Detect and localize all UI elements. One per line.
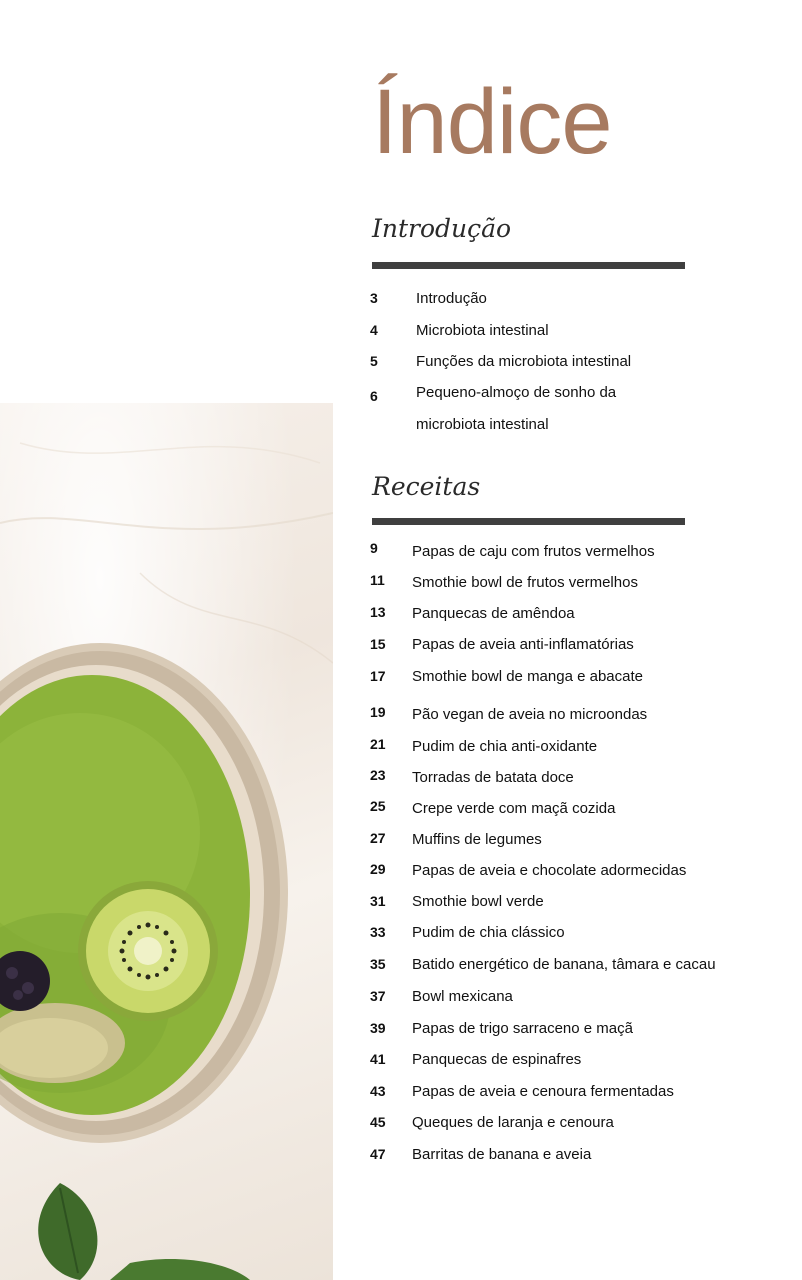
entry-label: Pudim de chia clássico bbox=[412, 924, 565, 941]
page-number: 4 bbox=[370, 322, 378, 338]
page-title: Índice bbox=[372, 71, 612, 173]
entry-label: Papas de caju com frutos vermelhos bbox=[412, 543, 655, 560]
entry-label: Panquecas de amêndoa bbox=[412, 605, 575, 622]
toc-entry[interactable] bbox=[370, 924, 790, 948]
toc-entry[interactable] bbox=[370, 636, 790, 660]
toc-entry[interactable] bbox=[370, 1083, 790, 1107]
entry-label: Microbiota intestinal bbox=[416, 322, 549, 339]
toc-entry[interactable] bbox=[370, 668, 790, 692]
entry-label: Papas de trigo sarraceno e maçã bbox=[412, 1020, 633, 1037]
toc-entry[interactable] bbox=[370, 1020, 790, 1044]
page-number: 3 bbox=[370, 290, 378, 306]
toc-entry[interactable] bbox=[370, 798, 790, 822]
entry-label: Pequeno-almoço de sonho da bbox=[416, 384, 617, 401]
entry-label: Funções da microbiota intestinal bbox=[416, 353, 632, 370]
toc-entry[interactable] bbox=[370, 736, 790, 760]
entry-label: Panquecas de espinafres bbox=[412, 1051, 582, 1068]
page-number: 9 bbox=[370, 540, 378, 556]
toc-entry[interactable] bbox=[370, 704, 790, 728]
entry-label: Smothie bowl verde bbox=[412, 893, 544, 910]
page-number: 17 bbox=[370, 668, 386, 684]
toc-entry[interactable] bbox=[370, 956, 790, 980]
toc-entry[interactable] bbox=[370, 1114, 790, 1138]
toc-entry[interactable] bbox=[370, 384, 790, 440]
entry-label: Papas de aveia e chocolate adormecidas bbox=[412, 862, 687, 879]
recipes-divider bbox=[372, 518, 685, 525]
page-number: 43 bbox=[370, 1083, 386, 1099]
toc-entry[interactable] bbox=[370, 988, 790, 1012]
recipes-heading: Receitas bbox=[372, 472, 481, 501]
page-number: 35 bbox=[370, 956, 386, 972]
toc-entry[interactable] bbox=[370, 767, 790, 791]
toc-entry[interactable] bbox=[370, 1051, 790, 1075]
page-number: 45 bbox=[370, 1114, 386, 1130]
page-number: 33 bbox=[370, 924, 386, 940]
entry-label-continued: microbiota intestinal bbox=[416, 416, 549, 433]
page-number: 25 bbox=[370, 798, 386, 814]
page-number: 5 bbox=[370, 353, 378, 369]
entry-label: Papas de aveia anti-inflamatórias bbox=[412, 636, 634, 653]
toc-entry[interactable] bbox=[370, 572, 790, 596]
page-number: 39 bbox=[370, 1020, 386, 1036]
page-number: 41 bbox=[370, 1051, 386, 1067]
entry-label: Muffins de legumes bbox=[412, 831, 542, 848]
page-number: 15 bbox=[370, 636, 386, 652]
entry-label: Smothie bowl de manga e abacate bbox=[412, 668, 643, 685]
toc-entry[interactable] bbox=[370, 604, 790, 628]
page-number: 21 bbox=[370, 736, 386, 752]
intro-heading: Introdução bbox=[372, 214, 512, 243]
toc-entry[interactable] bbox=[370, 322, 790, 346]
toc-entry[interactable] bbox=[370, 540, 790, 564]
entry-label: Smothie bowl de frutos vermelhos bbox=[412, 574, 638, 591]
page-number: 47 bbox=[370, 1146, 386, 1162]
entry-label: Crepe verde com maçã cozida bbox=[412, 800, 616, 817]
entry-label: Papas de aveia e cenoura fermentadas bbox=[412, 1083, 674, 1100]
entry-label: Queques de laranja e cenoura bbox=[412, 1114, 614, 1131]
toc-entry[interactable] bbox=[370, 830, 790, 854]
toc-entry[interactable] bbox=[370, 893, 790, 917]
page-number: 31 bbox=[370, 893, 386, 909]
entry-label: Introdução bbox=[416, 290, 487, 307]
page-number: 11 bbox=[370, 572, 385, 588]
entry-label: Pão vegan de aveia no microondas bbox=[412, 706, 648, 723]
page-number: 13 bbox=[370, 604, 386, 620]
toc-entry[interactable] bbox=[370, 353, 790, 377]
intro-divider bbox=[372, 262, 685, 269]
page-number: 29 bbox=[370, 861, 386, 877]
entry-label: Barritas de banana e aveia bbox=[412, 1146, 592, 1163]
page-number: 19 bbox=[370, 704, 386, 720]
page-number: 23 bbox=[370, 767, 386, 783]
smoothie-bowl-photo bbox=[0, 403, 333, 1280]
toc-entry[interactable] bbox=[370, 1146, 790, 1170]
entry-label: Batido energético de banana, tâmara e cacau bbox=[412, 956, 716, 973]
entry-label: Torradas de batata doce bbox=[412, 769, 574, 786]
page-number: 27 bbox=[370, 830, 386, 846]
page-number: 6 bbox=[370, 388, 378, 404]
smoothie-bowl-illustration bbox=[0, 403, 333, 1280]
entry-label: Bowl mexicana bbox=[412, 988, 513, 1005]
entry-label: Pudim de chia anti-oxidante bbox=[412, 738, 598, 755]
page-number: 37 bbox=[370, 988, 386, 1004]
toc-entry[interactable] bbox=[370, 861, 790, 885]
toc-entry[interactable] bbox=[370, 290, 790, 314]
